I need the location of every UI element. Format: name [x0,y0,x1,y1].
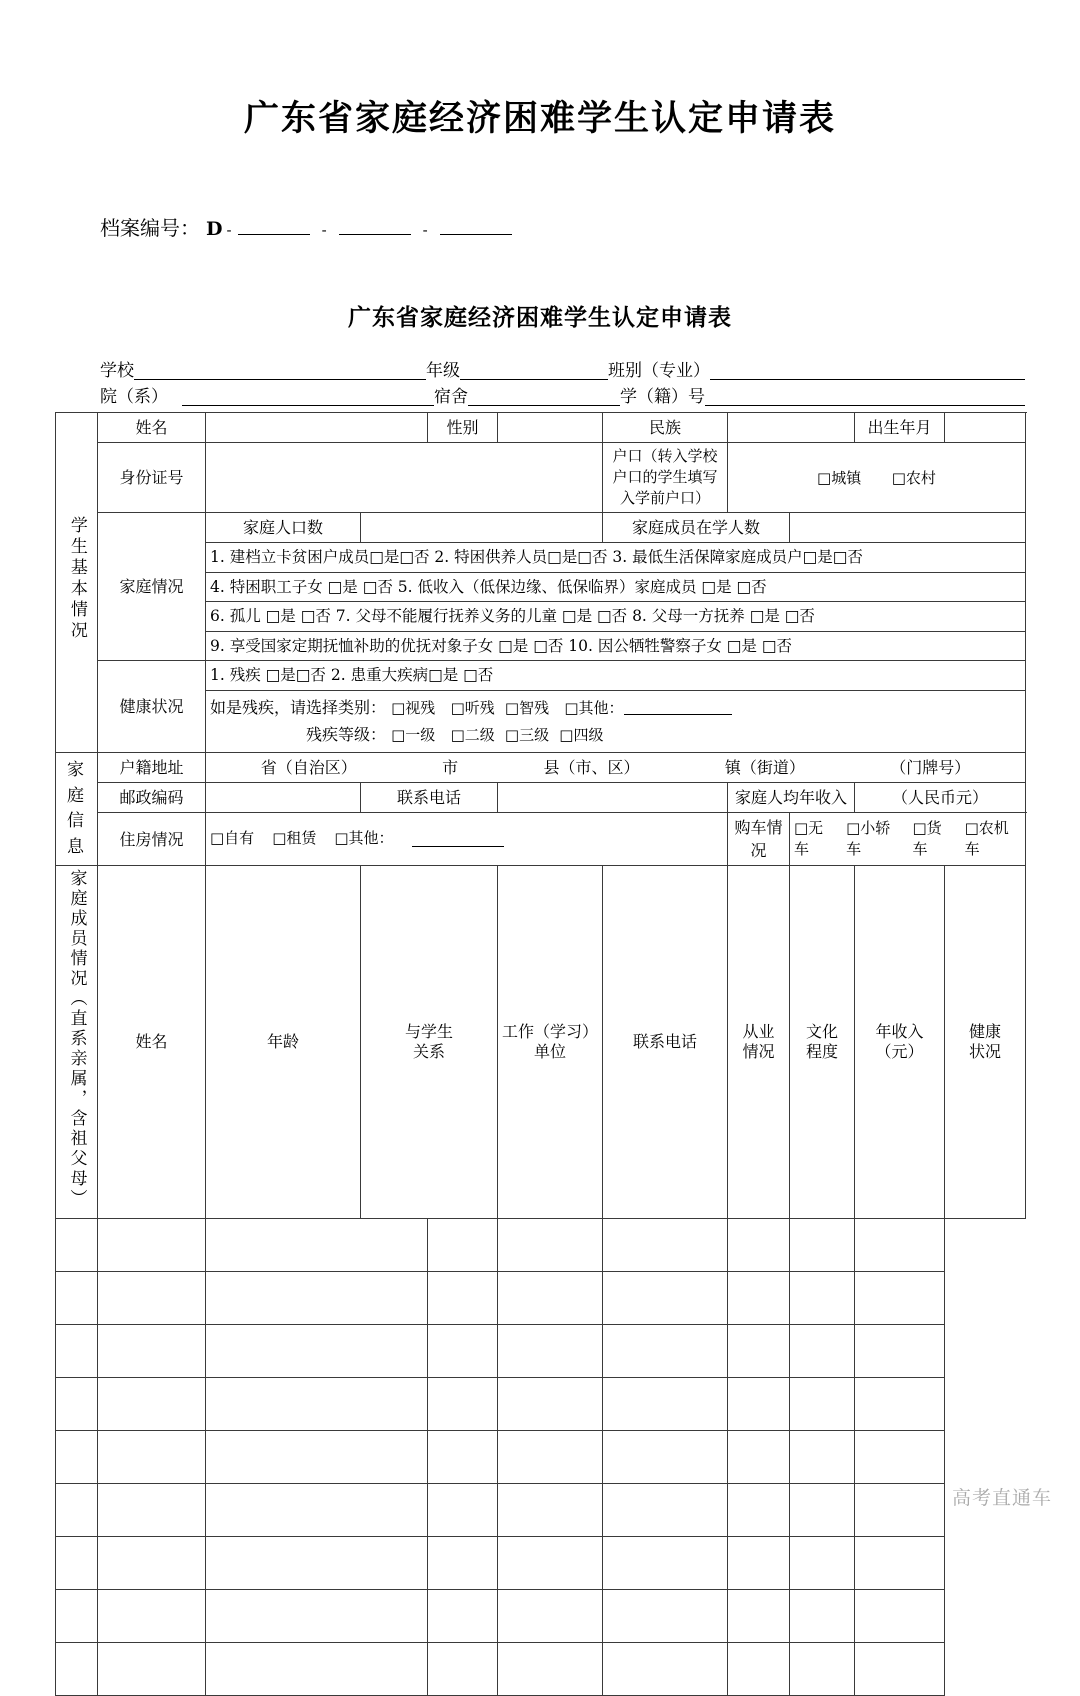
income-line2: （元） [875,1042,924,1062]
employment-line1: 从业 [742,1021,775,1041]
family-member-relationship-cell[interactable] [206,1378,428,1431]
income-line1: 年收入 [875,1021,924,1041]
disability-hearing-checkbox[interactable]: □听残 [450,698,495,717]
address-value-cell[interactable] [206,752,1026,782]
birth-value-cell[interactable] [945,413,1026,443]
watermark: 高考直通车 [951,1487,1052,1509]
education-line1: 文化 [805,1021,838,1041]
health-line2: 状况 [968,1042,1001,1062]
situation-statement-row[interactable]: 9. 享受国家定期抚恤补助的优抚对象子女 □是 □否 10. 因公牺牲警察子女 □是 □否 [206,631,1026,660]
archive-dash: - [226,221,232,239]
column-header-health [945,866,1026,1219]
family-member-name-cell[interactable] [56,1219,98,1272]
family-member-phone-cell[interactable] [498,1219,603,1272]
family-member-relationship-cell[interactable] [206,1643,428,1696]
family-member-age-cell[interactable] [98,1590,206,1643]
family-member-health-cell[interactable] [855,1219,945,1272]
archive-segment-2[interactable] [339,218,411,235]
housing-own-checkbox[interactable]: □自有 [210,829,255,848]
column-header-phone: 联系电话 [603,866,728,1219]
family-member-phone-cell[interactable] [498,1325,603,1378]
family-member-workplace-cell[interactable] [428,1590,498,1643]
table-row-id [56,443,1026,513]
car-options [794,818,1021,862]
school-label: 学校 [100,361,134,381]
table-row [56,1378,1026,1431]
family-member-annual-income-cell[interactable] [790,1484,855,1537]
family-member-annual-income-cell[interactable] [790,1537,855,1590]
family-member-workplace-cell[interactable] [428,1537,498,1590]
archive-number-label: 档案编号： [100,216,200,240]
housing-options [210,828,723,850]
family-member-annual-income-cell[interactable] [790,1325,855,1378]
address-part-house-number: （门牌号） [890,757,971,777]
family-member-workplace-cell[interactable] [428,1643,498,1696]
family-member-workplace-cell[interactable] [428,1272,498,1325]
family-member-education-cell[interactable] [728,1431,790,1484]
disability-other-checkbox[interactable]: □其他： [564,698,624,717]
car-label-cell: 购车情况 [728,813,790,866]
income-label-cell: 家庭人均年收入 [728,782,855,812]
health-line1: 健康 [968,1021,1001,1041]
table-row-health-1 [56,661,1026,690]
family-member-workplace-cell[interactable] [428,1325,498,1378]
student-id-input[interactable] [705,387,1025,406]
family-member-health-cell[interactable] [855,1537,945,1590]
family-member-employment-cell[interactable] [603,1537,728,1590]
family-member-health-cell[interactable] [855,1378,945,1431]
family-member-annual-income-cell[interactable] [790,1272,855,1325]
section-label-family-info [56,752,98,866]
table-row-family-members-header [56,866,1026,1219]
situation-statement-row[interactable]: 6. 孤儿 □是 □否 7. 父母不能履行抚养义务的儿童 □是 □否 8. 父母一方抚养 □是 □否 [206,602,1026,631]
department-label: 院（系） [100,387,168,407]
table-row [56,1272,1026,1325]
table-row [56,1431,1026,1484]
address-part-province: 省（自治区） [260,757,357,777]
column-header-age: 年龄 [206,866,361,1219]
section-label-family-members: 家庭成员情况（直系亲属，含祖父母） [56,866,98,1219]
archive-segment-3[interactable] [440,218,512,235]
housing-other-input[interactable] [412,832,504,847]
gender-value-cell[interactable] [498,413,603,443]
family-member-phone-cell[interactable] [498,1537,603,1590]
family-member-annual-income-cell[interactable] [790,1219,855,1272]
family-member-health-cell[interactable] [855,1431,945,1484]
family-member-relationship-cell[interactable] [206,1590,428,1643]
family-member-age-cell[interactable] [98,1272,206,1325]
family-member-name-cell[interactable] [56,1325,98,1378]
family-member-annual-income-cell[interactable] [790,1431,855,1484]
students-in-family-value-cell[interactable] [790,513,1026,543]
department-input[interactable] [182,387,434,406]
disability-level1-checkbox[interactable]: □一级 [391,726,436,745]
table-row-postcode [56,782,1026,812]
education-line2: 程度 [805,1042,838,1062]
column-header-education [790,866,855,1219]
health-disability-row[interactable]: 1. 残疾 □是□否 2. 患重大疾病□是 □否 [206,661,1026,690]
family-member-age-cell[interactable] [98,1325,206,1378]
info-row-first [100,354,1025,380]
family-member-phone-cell[interactable] [498,1378,603,1431]
disability-other-input[interactable] [624,700,732,715]
table-row [56,1219,1026,1272]
relationship-line2: 关系 [412,1042,445,1062]
family-member-phone-cell[interactable] [498,1484,603,1537]
class-major-label: 班别（专业） [608,361,710,381]
column-header-name: 姓名 [98,866,206,1219]
disability-level-line [210,721,1021,749]
postcode-label-cell: 邮政编码 [98,782,206,812]
address-parts [210,756,1021,779]
family-member-employment-cell[interactable] [603,1590,728,1643]
car-farm-checkbox[interactable]: □农机车 [964,818,1009,859]
grade-input[interactable] [460,361,608,380]
family-member-phone-cell[interactable] [498,1643,603,1696]
info-row-second [100,380,1025,406]
family-member-relationship-cell[interactable] [206,1431,428,1484]
archive-segment-1[interactable] [238,218,310,235]
family-member-employment-cell[interactable] [603,1219,728,1272]
section-label-student-basic: 学生基本情况 [56,413,98,753]
family-member-workplace-cell[interactable] [428,1484,498,1537]
dormitory-label: 宿舍 [434,387,468,407]
name-label-cell: 姓名 [98,413,206,443]
family-member-relationship-cell[interactable] [206,1219,428,1272]
family-member-relationship-cell[interactable] [206,1484,428,1537]
page-title: 广东省家庭经济困难学生认定申请表 [243,98,836,139]
family-member-workplace-cell[interactable] [428,1219,498,1272]
family-member-age-cell[interactable] [98,1484,206,1537]
table-row [56,1325,1026,1378]
dormitory-input[interactable] [468,387,620,406]
situation-statement-row[interactable]: 4. 特困职工子女 □是 □否 5. 低收入（低保边缘、低保临界）家庭成员 □是 □否 [206,572,1026,601]
table-row [56,1484,1026,1537]
family-size-value-cell[interactable] [361,513,603,543]
family-member-annual-income-cell[interactable] [790,1643,855,1696]
student-id-label: 学（籍）号 [620,387,705,407]
address-part-county: 县（市、区） [543,757,640,777]
income-value-cell[interactable] [855,782,1026,812]
family-member-phone-cell[interactable] [498,1272,603,1325]
table-row [56,1643,1026,1696]
health-detail-cell [206,690,1026,752]
family-member-employment-cell[interactable] [603,1272,728,1325]
health-label-cell: 健康状况 [98,661,206,752]
archive-separator-1: - [321,221,327,239]
car-options-cell [790,813,1026,866]
birth-label-cell: 出生年月 [855,413,945,443]
family-member-name-cell[interactable] [56,1484,98,1537]
family-member-education-cell[interactable] [728,1590,790,1643]
disability-category-line [210,694,1021,722]
family-member-name-cell[interactable] [56,1378,98,1431]
family-member-name-cell[interactable] [56,1590,98,1643]
family-situation-label-cell: 家庭情况 [98,513,206,661]
family-member-age-cell[interactable] [98,1643,206,1696]
housing-label-cell: 住房情况 [98,813,206,866]
family-member-education-cell[interactable] [728,1643,790,1696]
disability-vision-checkbox[interactable]: □视残 [391,698,436,717]
family-member-workplace-cell[interactable] [428,1378,498,1431]
family-info-label-line1: 家庭 [67,760,86,806]
family-members-rows [56,1219,1026,1696]
family-member-education-cell[interactable] [728,1378,790,1431]
family-size-label-cell: 家庭人口数 [206,513,361,543]
employment-line2: 情况 [742,1042,775,1062]
family-member-health-cell[interactable] [855,1272,945,1325]
hukou-options-cell [728,443,1026,513]
table-row-housing [56,813,1026,866]
archive-prefix: D [206,218,223,240]
housing-options-cell [206,813,728,866]
application-form-table [55,412,1026,1696]
car-none-checkbox[interactable]: □无车 [794,818,824,859]
family-member-education-cell[interactable] [728,1219,790,1272]
family-member-employment-cell[interactable] [603,1484,728,1537]
hukou-urban-checkbox[interactable]: □城镇 [817,468,862,487]
family-member-annual-income-cell[interactable] [790,1590,855,1643]
family-member-employment-cell[interactable] [603,1431,728,1484]
family-member-health-cell[interactable] [855,1325,945,1378]
table-row-family-size [56,513,1026,543]
ethnicity-label-cell: 民族 [603,413,728,443]
family-member-age-cell[interactable] [98,1537,206,1590]
car-sedan-checkbox[interactable]: □小轿车 [846,818,891,859]
form-subtitle: 广东省家庭经济困难学生认定申请表 [348,304,732,331]
family-member-age-cell[interactable] [98,1219,206,1272]
hukou-rural-checkbox[interactable]: □农村 [891,468,936,487]
disability-category-label: 如是残疾，请选择类别： [210,697,387,717]
family-member-age-cell[interactable] [98,1378,206,1431]
archive-separator-2: - [422,221,428,239]
phone-value-cell[interactable] [498,782,728,812]
address-part-city: 市 [442,757,459,777]
archive-number-line [0,140,1080,241]
family-member-annual-income-cell[interactable] [790,1378,855,1431]
family-member-workplace-cell[interactable] [428,1431,498,1484]
family-member-education-cell[interactable] [728,1272,790,1325]
gender-label-cell: 性别 [428,413,498,443]
student-info-lines [0,332,1080,406]
family-member-relationship-cell[interactable] [206,1325,428,1378]
currency-note: （人民币元） [891,787,988,807]
family-member-name-cell[interactable] [56,1643,98,1696]
housing-other-checkbox[interactable]: □其他： [334,829,394,848]
table-row-address [56,752,1026,782]
id-label-cell: 身份证号 [98,443,206,513]
grade-label: 年级 [426,361,460,381]
family-info-label-line2: 信息 [67,811,86,857]
family-member-relationship-cell[interactable] [206,1537,428,1590]
car-truck-checkbox[interactable]: □货车 [912,818,942,859]
family-member-education-cell[interactable] [728,1325,790,1378]
id-value-cell[interactable] [206,443,603,513]
family-member-name-cell[interactable] [56,1272,98,1325]
family-member-employment-cell[interactable] [603,1378,728,1431]
family-member-education-cell[interactable] [728,1537,790,1590]
family-member-phone-cell[interactable] [498,1431,603,1484]
disability-level-label: 残疾等级： [306,725,387,745]
class-major-input[interactable] [710,361,1025,380]
housing-rent-checkbox[interactable]: □租赁 [272,829,317,848]
relationship-line1: 与学生 [404,1021,453,1041]
postcode-value-cell[interactable] [206,782,361,812]
family-member-phone-cell[interactable] [498,1590,603,1643]
family-member-name-cell[interactable] [56,1537,98,1590]
table-row-name [56,413,1026,443]
hukou-label-cell: 户口（转入学校户口的学生填写入学前户口） [603,443,728,513]
column-header-employment [728,866,790,1219]
table-row [56,1590,1026,1643]
name-value-cell[interactable] [206,413,428,443]
disability-level4-checkbox[interactable]: □四级 [559,726,604,745]
address-label-cell: 户籍地址 [98,752,206,782]
address-part-town: 镇（街道） [724,757,805,777]
disability-mental-checkbox[interactable]: □智残 [504,698,550,717]
situation-statement-row[interactable]: 1. 建档立卡贫困户成员□是□否 2. 特困供养人员□是□否 3. 最低生活保障家庭成员户□是□否 [206,543,1026,572]
family-member-health-cell[interactable] [855,1484,945,1537]
column-header-relationship [361,866,498,1219]
column-header-workplace: 工作（学习）单位 [498,866,603,1219]
school-input[interactable] [134,361,426,380]
family-member-health-cell[interactable] [855,1590,945,1643]
table-row [56,1537,1026,1590]
family-member-name-cell[interactable] [56,1431,98,1484]
family-member-education-cell[interactable] [728,1484,790,1537]
students-in-family-label-cell: 家庭成员在学人数 [603,513,790,543]
disability-level2-checkbox[interactable]: □二级 [450,726,495,745]
disability-level3-checkbox[interactable]: □三级 [504,726,550,745]
family-member-health-cell[interactable] [855,1643,945,1696]
family-member-age-cell[interactable] [98,1431,206,1484]
ethnicity-value-cell[interactable] [728,413,855,443]
family-member-employment-cell[interactable] [603,1325,728,1378]
column-header-annual-income [855,866,945,1219]
phone-label-cell: 联系电话 [361,782,498,812]
family-member-employment-cell[interactable] [603,1643,728,1696]
family-member-relationship-cell[interactable] [206,1272,428,1325]
